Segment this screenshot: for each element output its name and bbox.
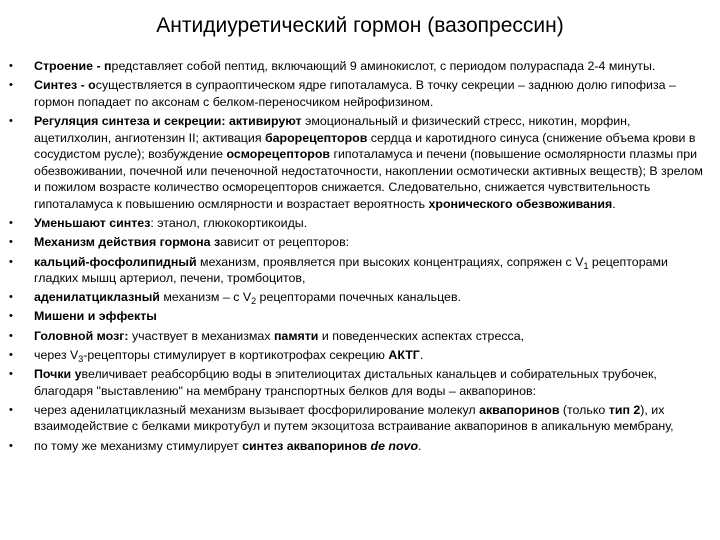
text-run: через V (34, 347, 79, 362)
bold-text: АКТГ (388, 347, 420, 362)
text-run: существляется в супраоптическом ядре гипоталамуса. В точку секреции – заднюю долю гипофиза – гормон попадает по аксонам с белком-переносчиком нейрофизином. (34, 78, 676, 109)
bold-text: осморецепторов (226, 147, 331, 162)
bullet-icon: • (9, 236, 13, 249)
bold-text: Почки у (34, 367, 82, 382)
bold-text: памяти (273, 328, 319, 343)
list-item (0, 308, 720, 325)
bold-text: тип 2 (608, 402, 641, 417)
bullet-icon: • (9, 329, 13, 342)
bold-text: Регуляция синтеза и секреции: активируют (34, 113, 302, 128)
bullet-icon: • (9, 348, 13, 361)
bullet-icon: • (9, 79, 13, 92)
bullet-icon: • (9, 310, 13, 323)
list-item (0, 215, 720, 232)
subscript: 3 (78, 353, 84, 364)
slide-title: Антидиуретический гормон (вазопрессин) (156, 14, 564, 37)
list-item (0, 113, 720, 213)
bold-text: Механизм действия гормона з (34, 235, 221, 250)
bullet-icon: • (9, 114, 13, 127)
bullet-icon: • (9, 255, 13, 268)
bullet-icon: • (9, 439, 13, 452)
bullet-icon: • (9, 60, 13, 72)
bullet-icon: • (9, 217, 13, 230)
bullet-icon: • (9, 291, 13, 304)
text-run: -рецепторы стимулирует в кортикотрофах секрецию (83, 347, 389, 362)
text-run: и поведенческих аспектах стресса, (318, 328, 525, 343)
text-run: ), их взаимодействие с белками микротубул и путем экзоцитоза встраивание аквапоринов в апикальную мембрану, (34, 402, 674, 434)
text-run: гипоталамуса и печени (повышение осмолярности плазмы при обезвоживании, почечной или печеночной недостаточности, накоплении осмотически активных веществ); В зрелом и пожилом возрасте количество осморецепторов снижается. Следовательно, снижается чувствительность гипоталамуса к повышению осмлярности и возрастает вероятность (34, 147, 703, 211)
list-item (0, 58, 720, 75)
text-run: . (419, 347, 424, 362)
list-item (0, 347, 720, 364)
list-item (0, 438, 720, 455)
list-item (0, 254, 720, 287)
bold-text: кальций-фосфолипидный (34, 254, 197, 269)
text-run: ависит от рецепторов: (220, 235, 350, 250)
list-item (0, 289, 720, 306)
bullet-icon: • (9, 403, 13, 416)
list-item (0, 402, 720, 435)
bold-text: Мишени и эффекты (34, 309, 157, 324)
text-run: механизм – с V (159, 290, 252, 305)
list-item (0, 328, 720, 345)
bold-text: de novo (370, 438, 419, 453)
bullet-list (0, 58, 720, 457)
text-run: . (612, 196, 616, 211)
bold-text: Уменьшают синтез (34, 216, 151, 231)
list-item (0, 77, 720, 110)
text-run: (только (559, 402, 609, 417)
bold-text: Головной мозг: (34, 328, 129, 343)
text-run: величивает реабсорбцию воды в эпителиоцитах дистальных канальцев и собирательных трубочек, благодаря "выставлению" на мембрану транспортных белков для воды – аквапоринов: (34, 367, 657, 398)
text-run: механизм, проявляется при высоких концентрациях, сопряжен с V (196, 254, 584, 269)
text-run: рецепторами почечных канальцев. (256, 290, 461, 305)
bold-text: аденилатциклазный (34, 290, 160, 305)
bold-text: барорецепторов (264, 130, 368, 145)
bold-text: аквапоринов (479, 402, 560, 417)
text-run: сердца и каротидного синуса (снижение объема крови в сосудистом русле); возбуждение (34, 130, 696, 162)
text-run: по тому же механизму стимулирует (34, 438, 243, 453)
text-run: . (418, 438, 422, 453)
subscript: 2 (251, 296, 257, 307)
list-item (0, 366, 720, 399)
text-run: эмоциональный и физический стресс, никотин, морфин, ацетилхолин, ангиотензин II; активация (34, 113, 631, 145)
bullet-icon: • (9, 368, 13, 381)
text-run: рецепторами гладких мышц артериол, печени, тромбоцитов, (34, 254, 668, 286)
bold-text: синтез аквапоринов (242, 438, 368, 453)
text-run: редставляет собой пептид, включающий 9 аминокислот, с периодом полураспада 2-4 минуты. (111, 59, 656, 73)
bold-text: Строение - п (34, 59, 112, 73)
text-run: участвует в механизмах (128, 328, 274, 343)
text-run: через аденилатциклазный механизм вызывает фосфорилирование молекул (34, 402, 480, 417)
text-run: : этанол, глюкокортикоиды. (150, 216, 308, 231)
subscript: 1 (583, 260, 589, 271)
bold-text: хронического обезвоживания (428, 196, 613, 211)
list-item (0, 234, 720, 251)
bold-text: Синтез - о (34, 78, 96, 93)
